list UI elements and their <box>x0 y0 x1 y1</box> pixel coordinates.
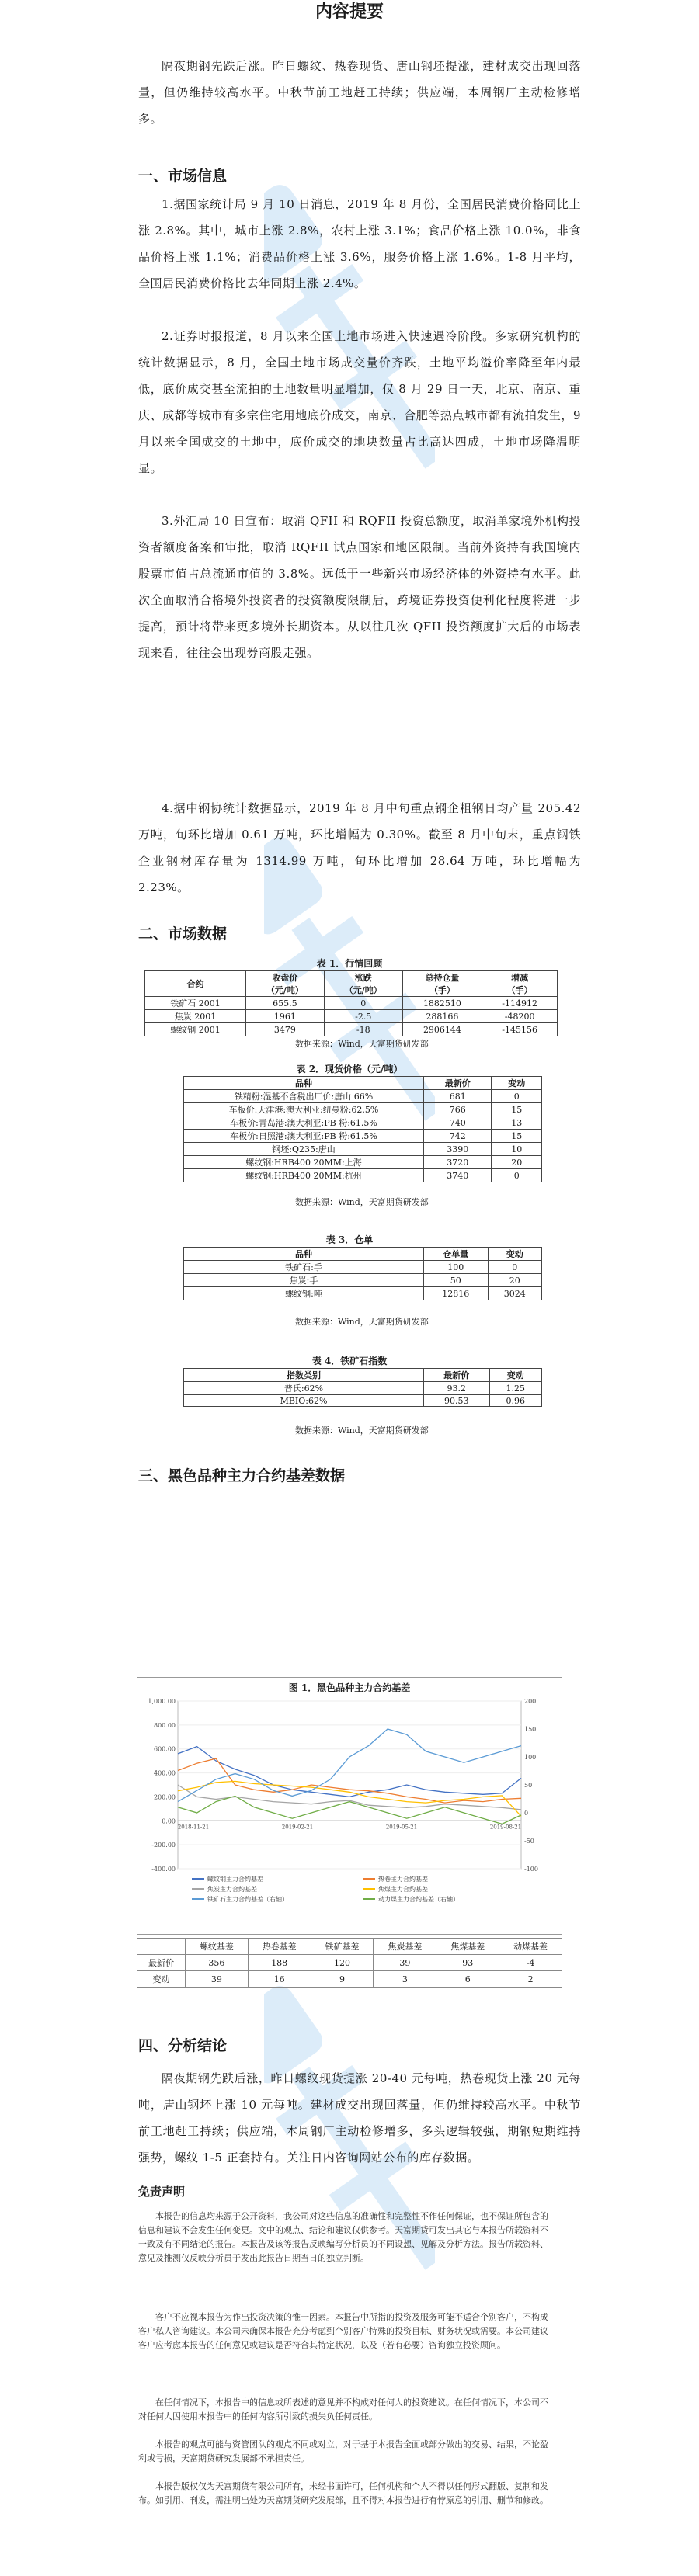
left-tick-label: 400.00 <box>154 1769 176 1777</box>
table-cell: 655.5 <box>245 997 324 1010</box>
plot-frame <box>178 1701 521 1869</box>
x-tick-label: 2018-11-21 <box>177 1824 210 1831</box>
right-tick-label: 150 <box>524 1726 537 1733</box>
table-cell: 车板价:青岛港:澳大利亚:PB 粉:61.5% <box>184 1116 424 1130</box>
legend-label: 焦炭主力合约基差 <box>207 1886 257 1893</box>
table-cell: 焦炭 2001 <box>145 1010 246 1023</box>
left-tick-label: -200.00 <box>151 1842 176 1849</box>
table-header: 铁矿基差 <box>311 1939 374 1955</box>
disclaimer-paragraph: 本报告的观点可能与资管团队的观点不同或对立，对于基于本报告全面或部分做出的交易、结果，不论盈利或亏损，天富期货研究发展部不承担责任。 <box>138 2439 548 2463</box>
legend-label: 焦煤主力合约基差 <box>378 1886 428 1893</box>
page-title: 内容提要 <box>315 2 384 22</box>
legend-label: 热卷主力合约基差 <box>378 1876 428 1883</box>
table-header: 涨跌 （元/吨） <box>324 971 402 997</box>
basis-chart <box>137 1677 562 1935</box>
table-cell: 1882510 <box>402 997 482 1010</box>
table-cell: 100 <box>424 1261 489 1274</box>
table-cell: -18 <box>324 1023 402 1036</box>
table-cell: 742 <box>424 1130 492 1143</box>
table-cell: 93.2 <box>424 1382 490 1395</box>
right-tick-label: 0 <box>524 1810 529 1817</box>
table-cell: 20 <box>492 1156 542 1169</box>
table-header: 最新价 <box>424 1369 490 1382</box>
left-tick-label: -400.00 <box>151 1866 176 1873</box>
table-cell: 0 <box>488 1261 541 1274</box>
basis-summary-table <box>137 1938 562 1988</box>
chart-plot <box>137 1695 562 1928</box>
table-cell: 0.96 <box>489 1395 541 1407</box>
x-tick-label: 2019-08-21 <box>489 1824 522 1831</box>
table-header: 指数类别 <box>184 1369 424 1382</box>
table-cell: 681 <box>424 1090 492 1103</box>
table-cell: 39 <box>374 1955 436 1971</box>
table-cell: 0 <box>324 997 402 1010</box>
legend-label: 铁矿石主力合约基差（右轴） <box>207 1896 288 1903</box>
section-basis: 三、黑色品种主力合约基差数据 <box>138 1467 346 1484</box>
table-header: 动煤基差 <box>499 1939 562 1955</box>
table-cell: 车板价:天津港:澳大利亚:纽曼粉:62.5% <box>184 1103 424 1116</box>
table-cell: 766 <box>424 1103 492 1116</box>
table-cell: 铁矿石:手 <box>184 1261 424 1274</box>
market-review-table <box>144 970 558 1036</box>
table-header: 焦炭基差 <box>374 1939 436 1955</box>
table-cell: 变动 <box>137 1971 186 1988</box>
table-header: 增减 （手） <box>482 971 558 997</box>
table-header <box>137 1939 186 1955</box>
table-row <box>184 1261 542 1274</box>
table-cell: 120 <box>311 1955 374 1971</box>
table-row <box>184 1395 542 1407</box>
table-cell: 铁精粉:湿基不含税出厂价:唐山 66% <box>184 1090 424 1103</box>
table-cell: 39 <box>185 1971 248 1988</box>
right-tick-label: 50 <box>524 1782 533 1789</box>
table-cell: 螺纹钢:HRB400 20MM:上海 <box>184 1156 424 1169</box>
table-cell: 9 <box>311 1971 374 1988</box>
news-item: 2.证券时报报道，8 月以来全国土地市场进入快速遇冷阶段。多家研究机构的统计数据显示，8 月，全国土地市场成交量价齐跌，土地平均溢价率降至年内最低，底价成交甚至流拍的土地数量明显增加，仅 8 月 29 日一天，北京、南京、重庆、成都等城市有多宗住宅用地底价成交，南京、合肥等热点城市都有流拍发生，9 月以来全国成交的土地中，底价成交的地块数量占比高达四成，土地市场降温明显。 <box>138 329 581 475</box>
table-row <box>184 1274 542 1287</box>
table-row <box>184 1103 542 1116</box>
table-row <box>184 1382 542 1395</box>
table-cell: 3740 <box>424 1169 492 1182</box>
section-market-data: 二、市场数据 <box>138 925 228 943</box>
table-header: 热卷基差 <box>248 1939 311 1955</box>
table-row <box>184 1090 542 1103</box>
table-cell: 20 <box>488 1274 541 1287</box>
table-cell: 188 <box>248 1955 311 1971</box>
table-header: 品种 <box>184 1248 424 1261</box>
table2-caption: 表 2．现货价格（元/吨） <box>296 1064 403 1074</box>
table-header: 仓单量 <box>424 1248 489 1261</box>
table-cell: 0 <box>492 1090 542 1103</box>
table-cell: 13 <box>492 1116 542 1130</box>
table-row <box>137 1971 562 1988</box>
table-cell: 3 <box>374 1971 436 1988</box>
table-cell: -4 <box>499 1955 562 1971</box>
table-row <box>137 1955 562 1971</box>
table3-caption: 表 3．仓单 <box>325 1234 374 1245</box>
disclaimer-paragraph: 本报告版权仅为天富期货有限公司所有，未经书面许可，任何机构和个人不得以任何形式翻版、复制和发布。如引用、刊发，需注明出处为天富期货研究发展部，且不得对本报告进行有悖原意的引用、删节和修改。 <box>138 2481 548 2505</box>
table-cell: 最新价 <box>137 1955 186 1971</box>
table-row <box>145 1010 558 1023</box>
table-cell: 16 <box>248 1971 311 1988</box>
source-note: 数据来源：Wind，天富期货研发部 <box>295 1317 429 1327</box>
table-header: 总持仓量 （手） <box>402 971 482 997</box>
legend-label: 螺纹钢主力合约基差 <box>207 1876 263 1883</box>
conclusion-paragraph: 隔夜期钢先跌后涨，昨日螺纹现货提涨 20-40 元每吨，热卷现货上涨 20 元每吨，唐山钢坯上涨 10 元每吨。建材成交出现回落量，但仍维持较高水平。中秋节前工地赶工持续；供应端，本周钢厂主动检修增多，多头逻辑较强，期钢短期维持强势，螺纹 1-5 正套持有。关注日内咨询网站公布的库存数据。 <box>138 2071 581 2165</box>
table1-caption: 表 1．行情回顾 <box>316 958 383 969</box>
table-header: 收盘价 （元/吨） <box>245 971 324 997</box>
table-cell: 普氏:62% <box>184 1382 424 1395</box>
table-row <box>184 1169 542 1182</box>
table-cell: 356 <box>185 1955 248 1971</box>
news-item: 1.据国家统计局 9 月 10 日消息，2019 年 8 月份，全国居民消费价格同比上涨 2.8%。其中，城市上涨 2.8%，农村上涨 3.1%；食品价格上涨 10.0%，非食品价格上涨 1.1%；消费品价格上涨 3.6%，服务价格上涨 1.6%。1-8 月平均，全国居民消费价格比去年同期上涨 2.4%。 <box>138 197 581 290</box>
section-market-info: 一、市场信息 <box>138 168 228 185</box>
table-cell: 10 <box>492 1143 542 1156</box>
table-cell: 740 <box>424 1116 492 1130</box>
x-tick-label: 2019-02-21 <box>281 1824 314 1831</box>
table-row <box>184 1130 542 1143</box>
iron-ore-index-table <box>183 1368 542 1407</box>
series-line <box>178 1781 521 1816</box>
table-row <box>184 1116 542 1130</box>
disclaimer-paragraph: 在任何情况下，本报告中的信息或所表述的意见并不构成对任何人的投资建议。在任何情况下，本公司不对任何人因使用本报告中的任何内容所引致的损失负任何责任。 <box>138 2397 548 2422</box>
table4-caption: 表 4．铁矿石指数 <box>311 1356 388 1366</box>
right-tick-label: 200 <box>524 1698 537 1705</box>
x-tick-label: 2019-05-21 <box>385 1824 418 1831</box>
table-cell: 焦炭:手 <box>184 1274 424 1287</box>
table-cell: 2906144 <box>402 1023 482 1036</box>
table-cell: 15 <box>492 1130 542 1143</box>
warrant-table <box>183 1247 542 1300</box>
table-cell: 1961 <box>245 1010 324 1023</box>
table-cell: 铁矿石 2001 <box>145 997 246 1010</box>
table-cell: 15 <box>492 1103 542 1116</box>
series-line <box>178 1729 521 1802</box>
left-tick-label: 1,000.00 <box>148 1698 176 1705</box>
table-cell: 50 <box>424 1274 489 1287</box>
legend-label: 动力煤主力合约基差（右轴） <box>378 1896 459 1903</box>
chart-title: 图 1．黑色品种主力合约基差 <box>288 1682 411 1693</box>
table-cell: 3479 <box>245 1023 324 1036</box>
right-tick-label: 100 <box>524 1754 537 1761</box>
source-note: 数据来源：Wind，天富期货研发部 <box>295 1039 429 1049</box>
table-header: 合约 <box>145 971 246 997</box>
table-row <box>145 1023 558 1036</box>
news-item: 3.外汇局 10 日宣布：取消 QFII 和 RQFII 投资总额度，取消单家境外机构投资者额度备案和审批，取消 RQFII 试点国家和地区限制。当前外资持有我国境内股票市值占总流通市值的 3.8%。远低于一些新兴市场经济体的外资持有水平。此次全面取消合格境外投资者的投资额度限制后，跨境证券投资便利化程度将进一步提高，预计将带来更多境外长期资本。从以往几次 QFII 投资额度扩大后的市场表现来看，往往会出现券商股走强。 <box>138 514 581 660</box>
section-conclusion: 四、分析结论 <box>138 2037 228 2054</box>
source-note: 数据来源：Wind，天富期货研发部 <box>295 1197 429 1207</box>
table-cell: 0 <box>492 1169 542 1182</box>
table-header: 变动 <box>488 1248 541 1261</box>
table-cell: -145156 <box>482 1023 558 1036</box>
disclaimer-paragraph: 本报告的信息均来源于公开资料，我公司对这些信息的准确性和完整性不作任何保证，也不保证所包含的信息和建议不会发生任何变更。文中的观点、结论和建议仅供参考。天富期货可发出其它与本报告所载资料不一致及有不同结论的报告。本报告及该等报告反映编写分析员的不同设想、见解及分析方法。报告所载资料、意见及推测仅反映分析员于发出此报告日期当日的独立判断。 <box>138 2211 548 2263</box>
table-header: 变动 <box>492 1077 542 1090</box>
table-cell: 3390 <box>424 1143 492 1156</box>
table-row <box>184 1156 542 1169</box>
table-row <box>184 1287 542 1300</box>
table-cell: 93 <box>436 1955 499 1971</box>
summary-paragraph: 隔夜期钢先跌后涨。昨日螺纹、热卷现货、唐山钢坯提涨，建材成交出现回落量，但仍维持较高水平。中秋节前工地赶工持续；供应端，本周钢厂主动检修增多。 <box>138 59 581 126</box>
table-cell: 12816 <box>424 1287 489 1300</box>
table-cell: 车板价:日照港:澳大利亚:PB 粉:61.5% <box>184 1130 424 1143</box>
table-cell: 螺纹钢:HRB400 20MM:杭州 <box>184 1169 424 1182</box>
left-tick-label: 600.00 <box>154 1745 176 1753</box>
source-note: 数据来源：Wind，天富期货研发部 <box>295 1425 429 1436</box>
table-cell: -114912 <box>482 997 558 1010</box>
table-cell: 90.53 <box>424 1395 490 1407</box>
table-header: 变动 <box>489 1369 541 1382</box>
table-cell: 2 <box>499 1971 562 1988</box>
left-tick-label: 0.00 <box>162 1817 176 1825</box>
right-tick-label: -50 <box>524 1838 534 1845</box>
table-cell: -48200 <box>482 1010 558 1023</box>
disclaimer-title: 免责声明 <box>138 2185 186 2199</box>
left-tick-label: 200.00 <box>154 1793 176 1801</box>
table-cell: MBIO:62% <box>184 1395 424 1407</box>
table-cell: 3720 <box>424 1156 492 1169</box>
spot-price-table <box>183 1076 542 1182</box>
table-cell: 螺纹钢 2001 <box>145 1023 246 1036</box>
left-tick-label: 800.00 <box>154 1721 176 1729</box>
table-cell: 3024 <box>488 1287 541 1300</box>
table-cell: 288166 <box>402 1010 482 1023</box>
table-cell: -2.5 <box>324 1010 402 1023</box>
news-item: 4.据中钢协统计数据显示，2019 年 8 月中旬重点钢企粗钢日均产量 205.42 万吨，旬环比增加 0.61 万吨，环比增幅为 0.30%。截至 8 月中旬末，重点钢铁企业钢材库存量为 1314.99 万吨，旬环比增加 28.64 万吨，环比增幅为 2.23%。 <box>138 801 581 894</box>
table-cell: 钢坯:Q235:唐山 <box>184 1143 424 1156</box>
table-header: 品种 <box>184 1077 424 1090</box>
table-header: 最新价 <box>424 1077 492 1090</box>
disclaimer-paragraph: 客户不应视本报告为作出投资决策的惟一因素。本报告中所指的投资及服务可能不适合个别客户，不构成客户私人咨询建议。本公司未确保本报告充分考虑到个别客户特殊的投资目标、财务状况或需要。本公司建议客户应考虑本报告的任何意见或建议是否符合其特定状况，以及（若有必要）咨询独立投资顾问。 <box>138 2312 548 2350</box>
table-cell: 螺纹钢:吨 <box>184 1287 424 1300</box>
table-cell: 1.25 <box>489 1382 541 1395</box>
series-line <box>178 1758 521 1803</box>
table-row <box>145 997 558 1010</box>
table-cell: 6 <box>436 1971 499 1988</box>
right-tick-label: -100 <box>524 1866 538 1873</box>
table-row <box>184 1143 542 1156</box>
table-header: 焦煤基差 <box>436 1939 499 1955</box>
table-header: 螺纹基差 <box>185 1939 248 1955</box>
